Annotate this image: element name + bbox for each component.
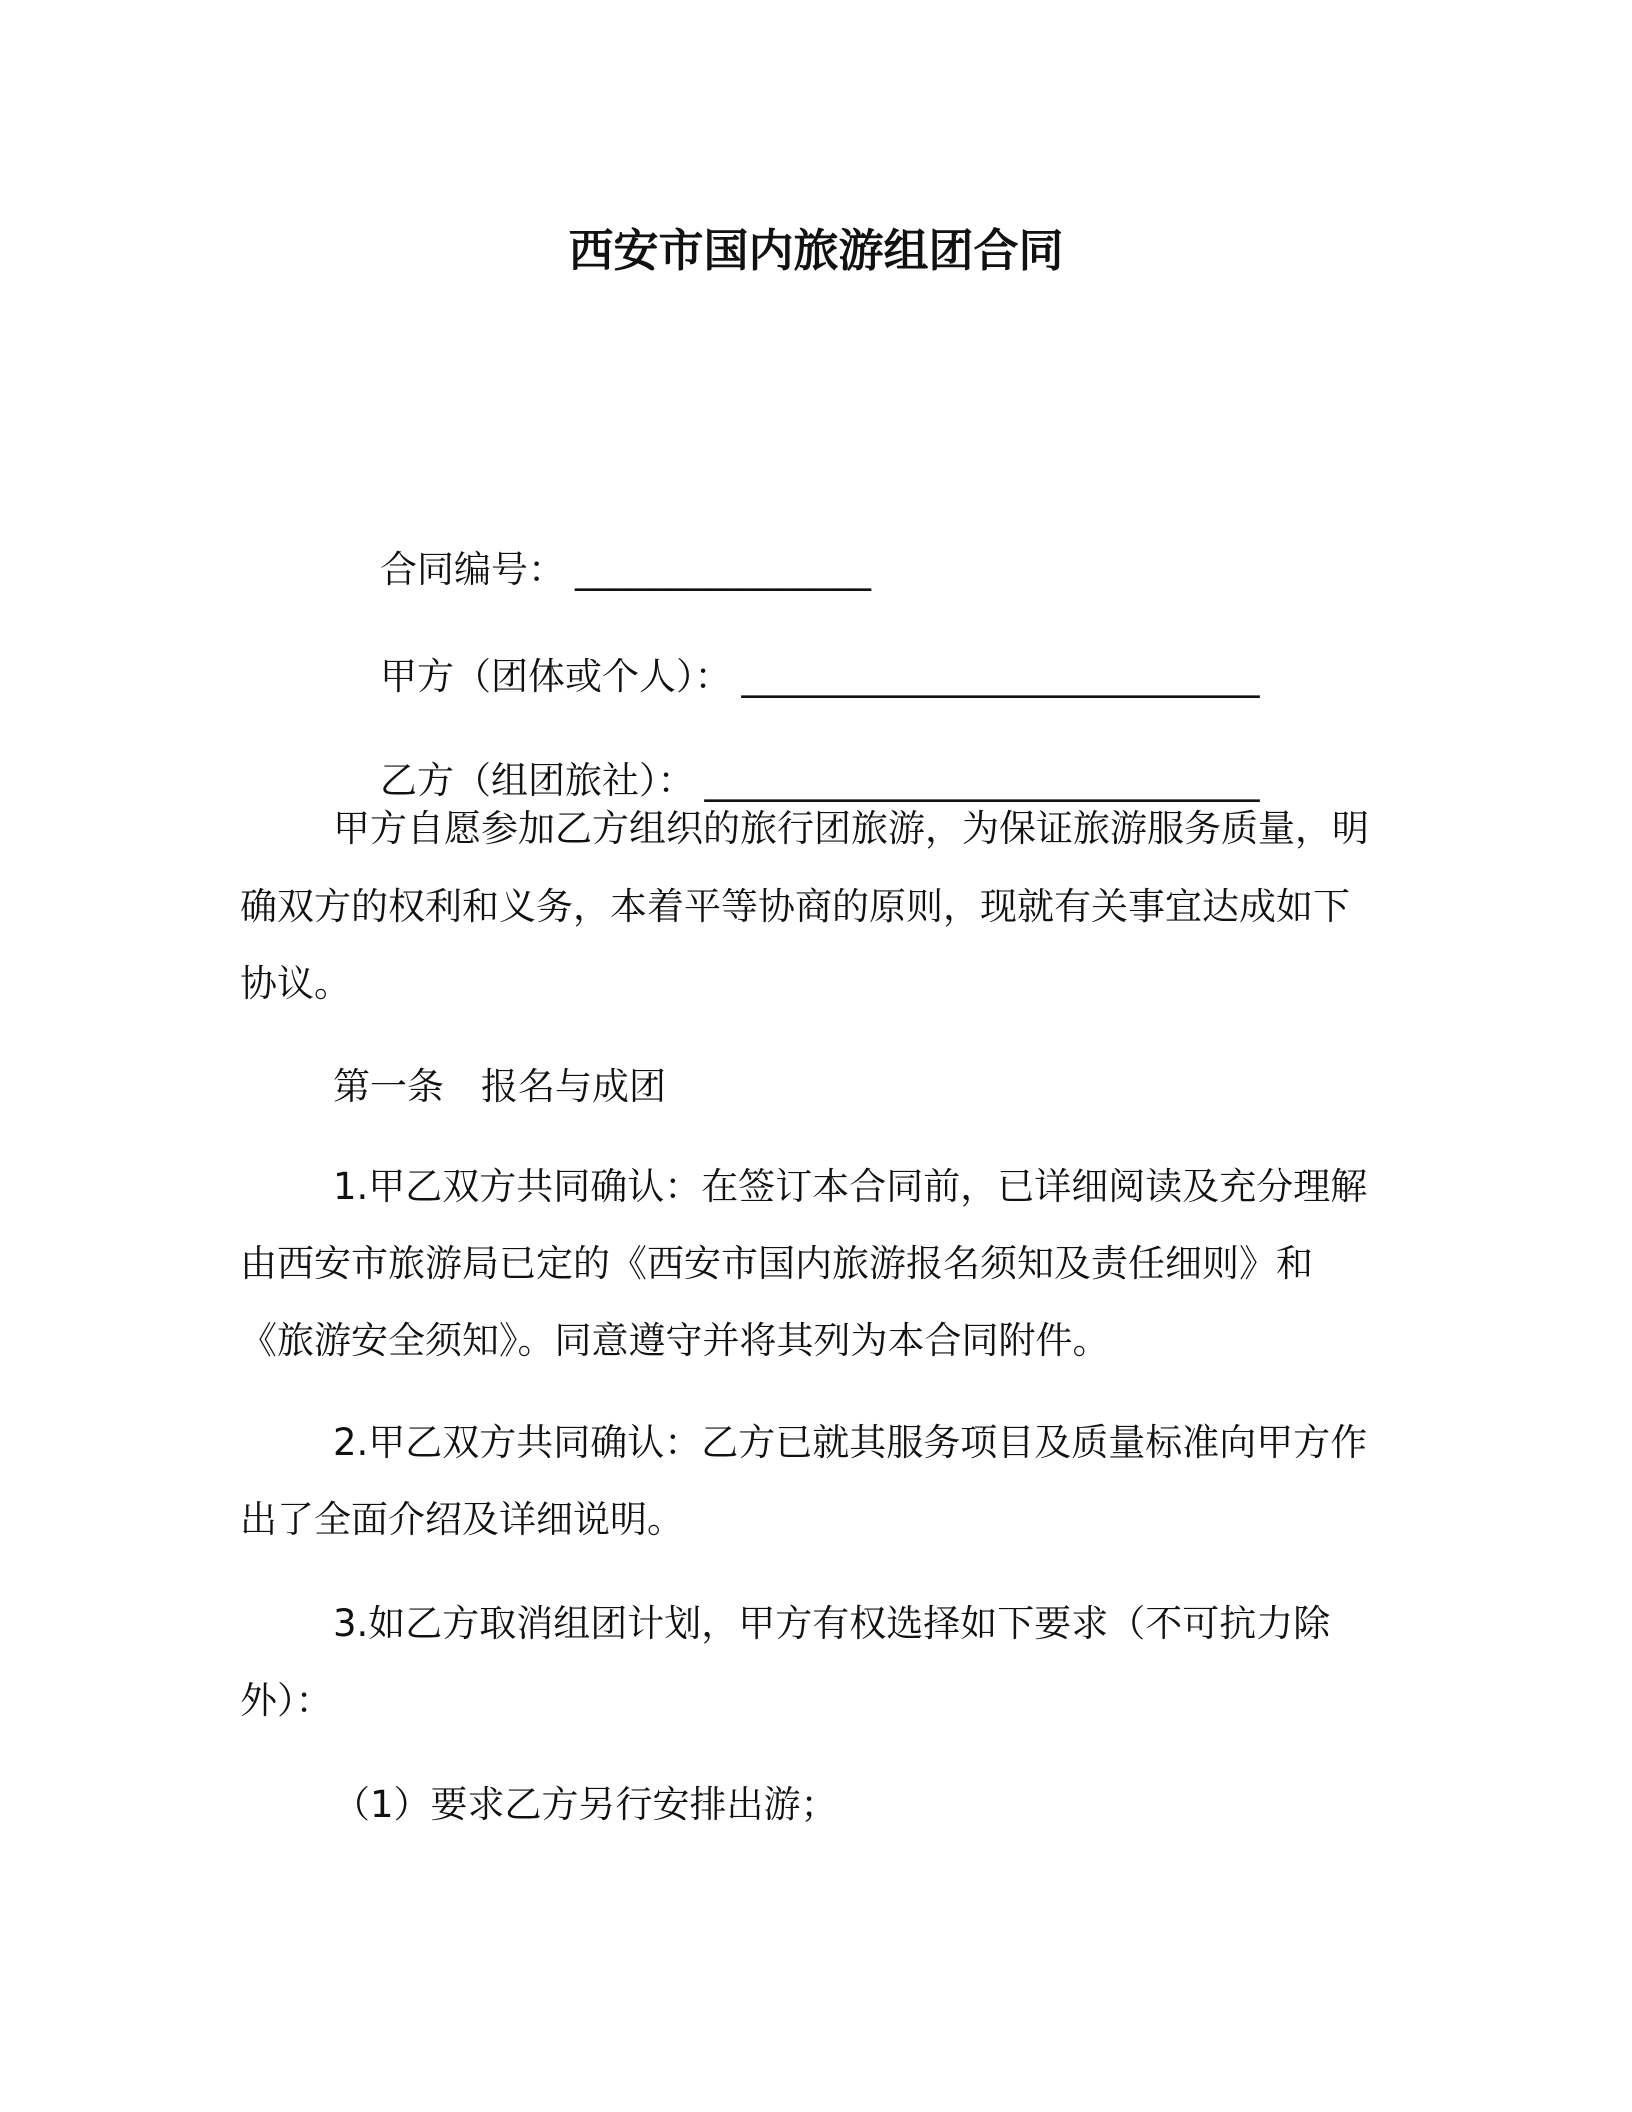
preamble-line: 协议。: [240, 962, 351, 1005]
party-b-label: 乙方（组团旅社）：: [380, 759, 695, 802]
contract-number-field: [333, 495, 872, 591]
party-b-blank: ______________________________: [704, 759, 1260, 802]
clause-1-line: 由西安市旅游局已定的《西安市国内旅游报名须知及责任细则》和: [240, 1242, 1313, 1285]
clause-3-item-1: （1）要求乙方另行安排出游；: [333, 1783, 838, 1826]
contract-number-blank: ________________: [575, 548, 872, 591]
clause-3-line: 外）：: [240, 1679, 333, 1722]
clause-2-line: 出了全面介绍及详细说明。: [240, 1498, 684, 1541]
party-b-field: [333, 706, 1260, 802]
contract-number-label: 合同编号：: [380, 548, 566, 591]
clause-2-line: 2.甲乙双方共同确认：乙方已就其服务项目及质量标准向甲方作: [333, 1421, 1368, 1464]
clause-1-line: 《旅游安全须知》。同意遵守并将其列为本合同附件。: [240, 1319, 1110, 1362]
party-a-field: [333, 602, 1260, 698]
article-1-heading: 第一条 报名与成团: [333, 1065, 666, 1108]
clause-1-line: 1.甲乙双方共同确认：在签订本合同前，已详细阅读及充分理解: [333, 1165, 1368, 1208]
document-title: 西安市国内旅游组团合同: [568, 224, 1064, 277]
preamble-line: 确双方的权利和义务，本着平等协商的原则，现就有关事宜达成如下: [240, 885, 1350, 928]
party-a-blank: ____________________________: [741, 655, 1260, 698]
clause-3-line: 3.如乙方取消组团计划，甲方有权选择如下要求（不可抗力除: [333, 1602, 1331, 1645]
party-a-label: 甲方（团体或个人）：: [380, 655, 732, 698]
preamble-line: 甲方自愿参加乙方组织的旅行团旅游，为保证旅游服务质量，明: [333, 807, 1369, 850]
